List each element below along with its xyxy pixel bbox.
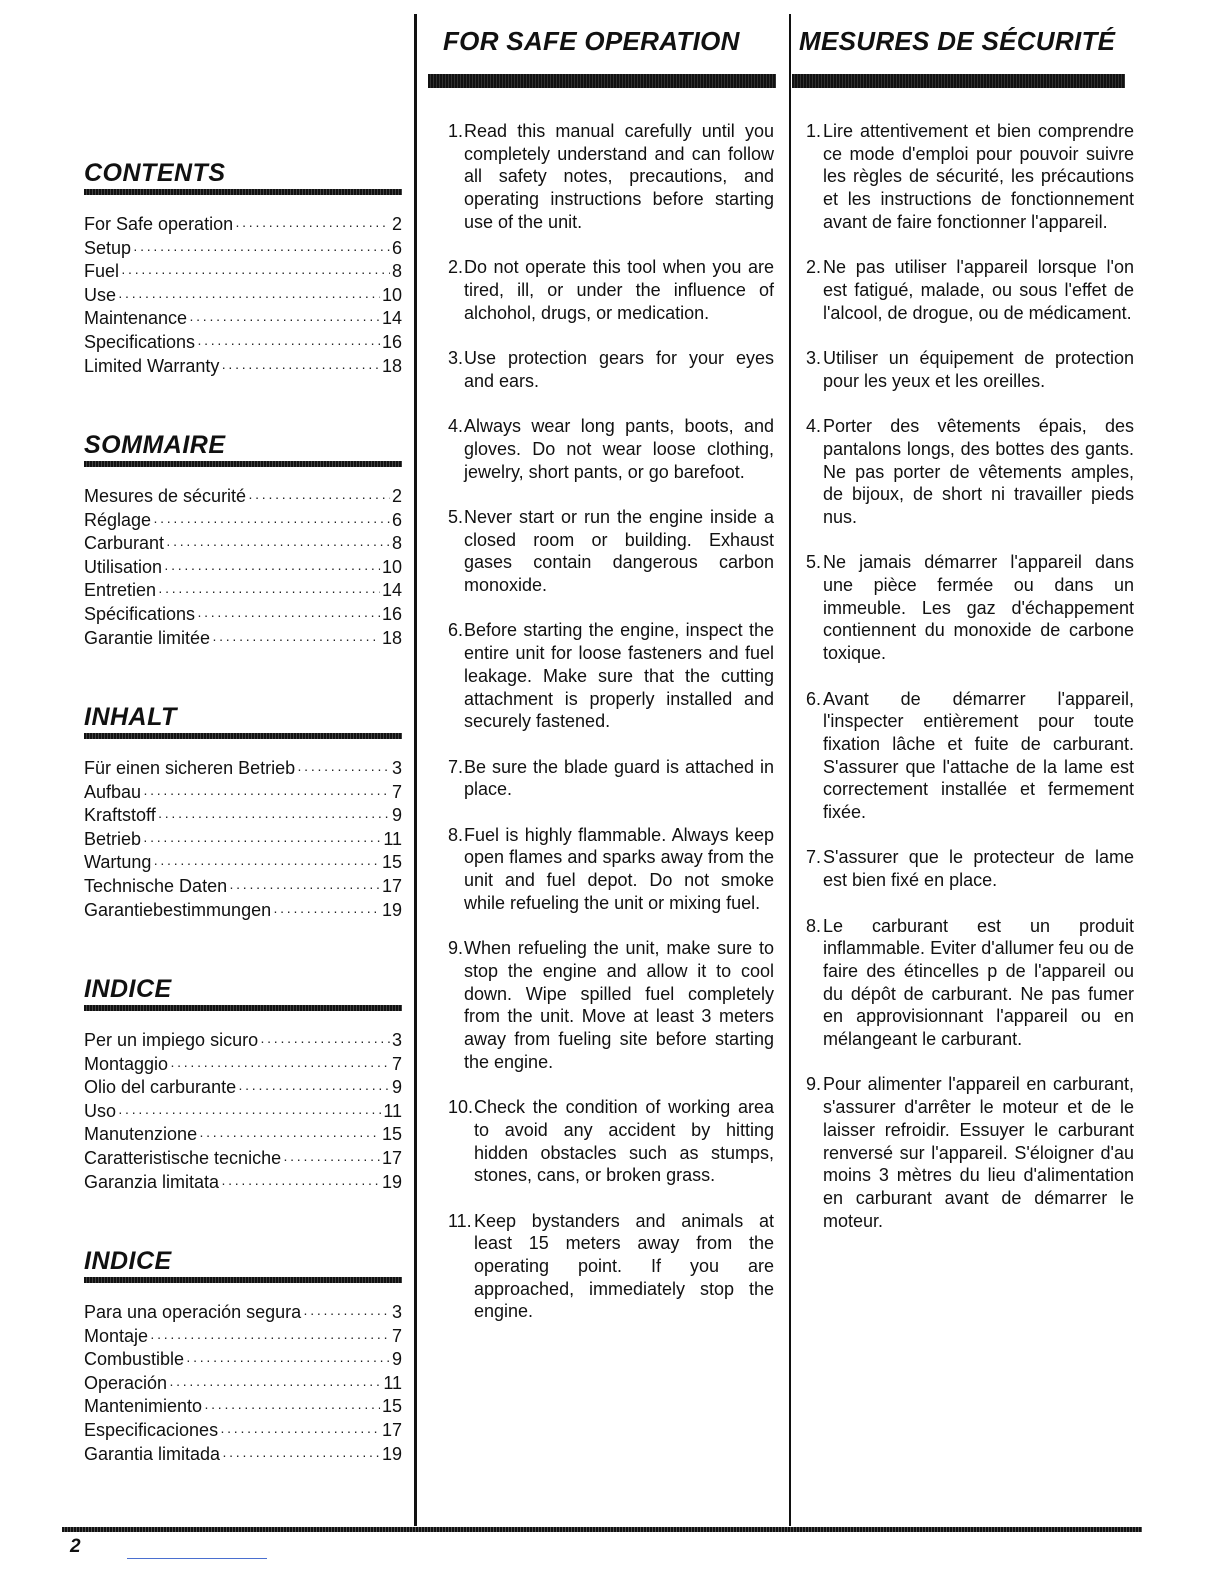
- toc-entry: [84, 804, 402, 828]
- safety-item-text: S'assurer que le protecteur de lame est bien fixé en place.: [823, 847, 1134, 891]
- column-divider-left: [414, 14, 417, 1526]
- toc-entry: [84, 1419, 402, 1443]
- toc-entry-page: 18: [381, 627, 402, 648]
- safety-item-number: 4.: [806, 416, 822, 437]
- toc-entry-label: Uso: [84, 1100, 117, 1121]
- safety-item-text: When refueling the unit, make sure to stop the engine and allow it to cool down. Wipe spilled fuel completely from the unit. Move at least 3 meters away from fueling site before starting the engine.: [464, 938, 774, 1072]
- toc-entry: [84, 556, 402, 580]
- toc-leader-dots: [238, 1077, 390, 1100]
- safety-item-text: Read this manual carefully until you completely understand and can follow all safety notes, precautions, and operating instructions before starting use of the unit.: [464, 121, 774, 232]
- toc-entry: [84, 1443, 402, 1467]
- safety-item-number: 7.: [806, 847, 822, 868]
- toc-heading-bar: [84, 733, 402, 739]
- toc-entry-label: Maintenance: [84, 308, 188, 329]
- toc-leader-dots: [221, 356, 380, 379]
- safety-item-number: 3.: [806, 348, 822, 368]
- toc-leader-dots: [273, 900, 380, 923]
- toc-entry-label: Technische Daten: [84, 875, 228, 896]
- toc-leader-dots: [303, 1302, 390, 1325]
- toc-entry-label: Garantiebestimmungen: [84, 899, 272, 920]
- safety-item-number: 3.: [448, 348, 464, 368]
- toc-entry-page: 3: [391, 1030, 402, 1050]
- toc-entry: [84, 875, 402, 899]
- toc-leader-dots: [121, 261, 390, 284]
- toc-entry-page: 7: [391, 1325, 402, 1346]
- safety-item-number: 11.: [448, 1210, 472, 1231]
- toc-entry-page: 17: [381, 1419, 402, 1440]
- toc-section: [84, 1248, 402, 1466]
- toc-leader-dots: [169, 1373, 381, 1396]
- toc-leader-dots: [204, 1396, 380, 1419]
- safety-item-number: 10.: [448, 1097, 474, 1118]
- toc-entry-page: 19: [381, 1171, 402, 1192]
- toc-entry-label: Setup: [84, 237, 132, 258]
- toc-entry-page: 9: [391, 1349, 402, 1370]
- toc-entry-label: Carburant: [84, 533, 165, 554]
- toc-entry-page: 14: [381, 580, 402, 601]
- toc-entry-page: 15: [381, 1396, 402, 1417]
- toc-leader-dots: [189, 308, 380, 331]
- toc-entry: [84, 331, 402, 355]
- toc-heading-bar: [84, 1005, 402, 1011]
- toc-entry: [84, 284, 402, 308]
- toc-entry-page: 2: [391, 214, 402, 234]
- toc-entry-label: Use: [84, 284, 117, 305]
- toc-entry: [84, 237, 402, 261]
- toc-leader-dots: [153, 510, 390, 533]
- toc-entry-page: 10: [381, 556, 402, 577]
- toc-leader-dots: [197, 604, 380, 627]
- toc-entry-page: 6: [391, 237, 402, 258]
- toc-entry-label: Betrieb: [84, 828, 142, 849]
- toc-entry-label: Garanzia limitata: [84, 1171, 220, 1192]
- toc-entry: [84, 260, 402, 284]
- safety-item: [806, 256, 1134, 324]
- toc-section: [84, 160, 402, 378]
- safety-item: [806, 915, 1134, 1051]
- toc-entry: [84, 1076, 402, 1100]
- safety-item: [806, 551, 1134, 665]
- safety-item: [448, 756, 774, 801]
- toc-leader-dots: [150, 1326, 390, 1349]
- toc-entry-page: 3: [391, 758, 402, 778]
- french-safety-list: [806, 120, 1134, 1255]
- safety-item-text: Be sure the blade guard is attached in place.: [464, 756, 774, 800]
- toc-entry-page: 10: [381, 284, 402, 305]
- toc-leader-dots: [164, 557, 380, 580]
- safety-item-number: 5.: [448, 506, 464, 527]
- english-safety-list: [448, 120, 774, 1346]
- toc-entry-page: 7: [391, 781, 402, 802]
- toc-heading-bar: [84, 189, 402, 195]
- toc-entry-page: 18: [381, 355, 402, 376]
- toc-heading: CONTENTS: [84, 159, 226, 187]
- toc-entry-label: Combustible: [84, 1349, 185, 1370]
- safety-item-text: Do not operate this tool when you are tired, ill, or under the influence of alchohol, drugs, or medication.: [464, 257, 774, 323]
- toc-entry-page: 7: [391, 1053, 402, 1074]
- toc-heading: INHALT: [84, 703, 177, 731]
- toc-entry: [84, 1171, 402, 1195]
- toc-entry: [84, 603, 402, 627]
- toc-entry-label: Manutenzione: [84, 1124, 198, 1145]
- toc-entry-label: Montaggio: [84, 1053, 169, 1074]
- toc-heading-bar: [84, 1277, 402, 1283]
- toc-entry-label: Wartung: [84, 852, 152, 873]
- safety-item-text: Before starting the engine, inspect the entire unit for loose fasteners and fuel leakage. Make sure that the cutting attachment is properly installed and securely fastened.: [464, 620, 774, 732]
- toc-entry: [84, 1100, 402, 1124]
- toc-list: [84, 1301, 402, 1466]
- toc-entry-label: Entretien: [84, 580, 157, 601]
- toc-entry-page: 15: [381, 852, 402, 873]
- toc-entry: [84, 828, 402, 852]
- safety-item-number: 5.: [806, 552, 822, 573]
- toc-entry-label: Specifications: [84, 331, 196, 352]
- toc-heading: INDICE: [84, 1247, 172, 1275]
- safety-item-number: 2.: [806, 257, 822, 278]
- toc-leader-dots: [153, 852, 380, 875]
- toc-entry: [84, 757, 402, 781]
- toc-entry: [84, 579, 402, 603]
- toc-entry: [84, 355, 402, 379]
- toc-leader-dots: [222, 1444, 380, 1467]
- toc-leader-dots: [297, 758, 390, 781]
- safety-item: [448, 1096, 774, 1187]
- safety-item-number: 8.: [448, 824, 464, 845]
- toc-entry-label: Réglage: [84, 509, 152, 530]
- safety-item: [806, 415, 1134, 529]
- toc-entry: [84, 509, 402, 533]
- english-heading-bar: [428, 74, 776, 88]
- toc-entry-label: Für einen sicheren Betrieb: [84, 758, 296, 778]
- toc-entry-page: 14: [381, 308, 402, 329]
- toc-leader-dots: [199, 1124, 380, 1147]
- toc-entry-label: Operación: [84, 1372, 168, 1393]
- toc-leader-dots: [197, 332, 380, 355]
- safety-item: [448, 256, 774, 324]
- toc-entry-page: 17: [381, 875, 402, 896]
- toc-entry: [84, 1301, 402, 1325]
- toc-section: [84, 976, 402, 1194]
- safety-item-number: 9.: [806, 1074, 822, 1095]
- toc-leader-dots: [220, 1420, 380, 1443]
- safety-item: [448, 415, 774, 483]
- toc-leader-dots: [118, 285, 380, 308]
- toc-leader-dots: [143, 782, 390, 805]
- safety-item: [448, 937, 774, 1073]
- safety-item-number: 9.: [448, 938, 464, 959]
- safety-item-number: 2.: [448, 257, 464, 278]
- toc-entry: [84, 1348, 402, 1372]
- safety-item-number: 1.: [806, 121, 822, 141]
- toc-list: [84, 485, 402, 650]
- safety-item: [448, 824, 774, 915]
- safety-item-text: Avant de démarrer l'appareil, l'inspecter entièrement pour toute fixation lâche et fuite de carburant. S'assurer que l'attache de la lame est correctement installée et fermement fixée.: [823, 688, 1134, 823]
- toc-leader-dots: [283, 1148, 380, 1171]
- toc-entry-label: Olio del carburante: [84, 1077, 237, 1098]
- toc-leader-dots: [248, 486, 390, 509]
- safety-item: [448, 120, 774, 234]
- safety-item-text: Check the condition of working area to avoid any accident by hitting hidden obstacles such as stumps, stones, cans, or broken grass.: [474, 1097, 774, 1186]
- safety-item: [448, 619, 774, 733]
- safety-item: [806, 1073, 1134, 1232]
- safety-item-number: 6.: [806, 688, 822, 709]
- safety-item: [448, 347, 774, 392]
- safety-item-number: 8.: [806, 915, 822, 936]
- toc-leader-dots: [143, 829, 381, 852]
- footer-link-underline: [127, 1558, 267, 1559]
- toc-entry-page: 9: [391, 805, 402, 826]
- toc-entry-page: 3: [391, 1302, 402, 1322]
- toc-leader-dots: [133, 238, 390, 261]
- toc-leader-dots: [260, 1030, 390, 1053]
- safety-item: [806, 347, 1134, 392]
- toc-entry-label: Per un impiego sicuro: [84, 1030, 259, 1050]
- toc-entry-label: Mantenimiento: [84, 1396, 203, 1417]
- toc-entry-page: 8: [391, 533, 402, 554]
- safety-item-number: 7.: [448, 756, 464, 777]
- safety-item-text: Pour alimenter l'appareil en carburant, s'assurer d'arrêter le moteur et de le laisser refroidir. Essuyer le carburant renversé sur l'appareil. S'éloigner d'au moins 3 mètres du lieu d'alimentation en carburant avant de démarrer le moteur.: [823, 1074, 1134, 1231]
- safety-item-text: Ne jamais démarrer l'appareil dans une pièce fermée ou dans un immeuble. Les gaz d'échappement contiennent du monoxide de carbone toxique.: [823, 552, 1134, 664]
- toc-entry-label: Especificaciones: [84, 1419, 219, 1440]
- safety-item-text: Use protection gears for your eyes and ears.: [464, 348, 774, 391]
- safety-item: [806, 688, 1134, 824]
- toc-leader-dots: [186, 1349, 390, 1372]
- toc-list: [84, 213, 402, 378]
- safety-item-text: Ne pas utiliser l'appareil lorsque l'on est fatigué, malade, ou sous l'effet de l'alcool, de drogue, ou de médicament.: [823, 257, 1134, 323]
- toc-section: [84, 432, 402, 650]
- toc-entry-page: 8: [391, 261, 402, 282]
- toc-entry-page: 2: [391, 486, 402, 506]
- toc-leader-dots: [118, 1101, 381, 1124]
- toc-entry-page: 9: [391, 1077, 402, 1098]
- toc-entry-page: 16: [381, 603, 402, 624]
- column-divider-right: [789, 14, 791, 1526]
- toc-leader-dots: [158, 580, 380, 603]
- toc-entry: [84, 1029, 402, 1053]
- english-heading: FOR SAFE OPERATION: [443, 26, 740, 56]
- toc-entry-page: 11: [383, 828, 402, 849]
- toc-entry: [84, 1053, 402, 1077]
- safety-item-text: Always wear long pants, boots, and gloves. Do not wear loose clothing, jewelry, short pants, or go barefoot.: [464, 416, 774, 482]
- safety-item-text: Never start or run the engine inside a closed room or building. Exhaust gases contain dangerous carbon monoxide.: [464, 506, 774, 595]
- toc-entry-label: For Safe operation: [84, 214, 234, 234]
- toc-heading: SOMMAIRE: [84, 431, 226, 459]
- toc-entry-page: 15: [381, 1124, 402, 1145]
- toc-list: [84, 1029, 402, 1194]
- safety-item-text: Keep bystanders and animals at least 15 meters away from the operating point. If you are approached, immediately stop the engine.: [474, 1210, 774, 1322]
- safety-item-text: Utiliser un équipement de protection pour les yeux et les oreilles.: [823, 348, 1134, 391]
- toc-entry-label: Para una operación segura: [84, 1302, 302, 1322]
- toc-entry: [84, 1147, 402, 1171]
- toc-entry-label: Utilisation: [84, 556, 163, 577]
- french-heading-bar: [792, 74, 1125, 88]
- safety-item-text: Porter des vêtements épais, des pantalons longs, des bottes des gants. Ne pas porter de vêtements amples, de bijoux, de short ni travailler pieds nus.: [823, 416, 1134, 527]
- safety-item-number: 4.: [448, 416, 464, 437]
- toc-entry-label: Garantie limitée: [84, 627, 211, 648]
- toc-entry-label: Aufbau: [84, 781, 142, 802]
- toc-entry: [84, 851, 402, 875]
- footer-rule: [62, 1527, 1142, 1532]
- toc-entry: [84, 1395, 402, 1419]
- toc-entry-page: 11: [383, 1100, 402, 1121]
- toc-entry-label: Montaje: [84, 1325, 149, 1346]
- safety-item: [448, 506, 774, 597]
- toc-entry: [84, 1325, 402, 1349]
- toc-section: [84, 704, 402, 922]
- toc-entry: [84, 307, 402, 331]
- safety-item: [448, 1210, 774, 1324]
- safety-item-text: Lire attentivement et bien comprendre ce mode d'emploi pour pouvoir suivre les règles de sécurité, les précautions et les instructions de fonctionnement avant de faire fonctionner l'appareil.: [823, 121, 1134, 232]
- safety-item: [806, 120, 1134, 234]
- toc-leader-dots: [212, 628, 380, 651]
- toc-leader-dots: [170, 1054, 390, 1077]
- toc-entry-page: 16: [381, 331, 402, 352]
- safety-item: [806, 846, 1134, 891]
- toc-leader-dots: [158, 805, 390, 828]
- safety-item-text: Le carburant est un produit inflammable. Eviter d'allumer feu ou de faire des étincelles p de l'appareil ou du dépôt de carburant. Ne pas fumer en approvisionnant l'appareil ou en mélangeant le carburant.: [823, 915, 1134, 1050]
- toc-entry-label: Garantia limitada: [84, 1443, 221, 1464]
- toc-entry-label: Limited Warranty: [84, 355, 220, 376]
- toc-leader-dots: [221, 1172, 380, 1195]
- toc-list: [84, 757, 402, 922]
- toc-entry-label: Mesures de sécurité: [84, 486, 247, 506]
- toc-entry-page: 19: [381, 899, 402, 920]
- toc-leader-dots: [229, 876, 380, 899]
- safety-item-number: 6.: [448, 620, 464, 641]
- safety-item-number: 1.: [448, 121, 464, 141]
- toc-heading: INDICE: [84, 975, 172, 1003]
- toc-entry: [84, 1372, 402, 1396]
- french-heading: MESURES DE SÉCURITÉ: [799, 26, 1116, 56]
- toc-entry: [84, 213, 402, 237]
- safety-item-text: Fuel is highly flammable. Always keep open flames and sparks away from the unit and fuel depot. Do not smoke while refueling the unit or mixing fuel.: [464, 824, 774, 913]
- toc-entry-label: Kraftstoff: [84, 805, 156, 826]
- page-number: 2: [70, 1536, 81, 1557]
- toc-entry: [84, 485, 402, 509]
- toc-leader-dots: [235, 214, 390, 237]
- toc-entry: [84, 532, 402, 556]
- toc-entry-label: Fuel: [84, 261, 120, 282]
- toc-entry-page: 11: [383, 1372, 402, 1393]
- toc-entry-label: Caratteristische tecniche: [84, 1147, 282, 1168]
- toc-entry-label: Spécifications: [84, 603, 196, 624]
- toc-heading-bar: [84, 461, 402, 467]
- toc-entry-page: 19: [381, 1443, 402, 1464]
- toc-leader-dots: [166, 533, 390, 556]
- toc-entry: [84, 899, 402, 923]
- toc-entry: [84, 627, 402, 651]
- toc-entry-page: 17: [381, 1147, 402, 1168]
- toc-entry-page: 6: [391, 509, 402, 530]
- toc-entry: [84, 781, 402, 805]
- toc-entry: [84, 1123, 402, 1147]
